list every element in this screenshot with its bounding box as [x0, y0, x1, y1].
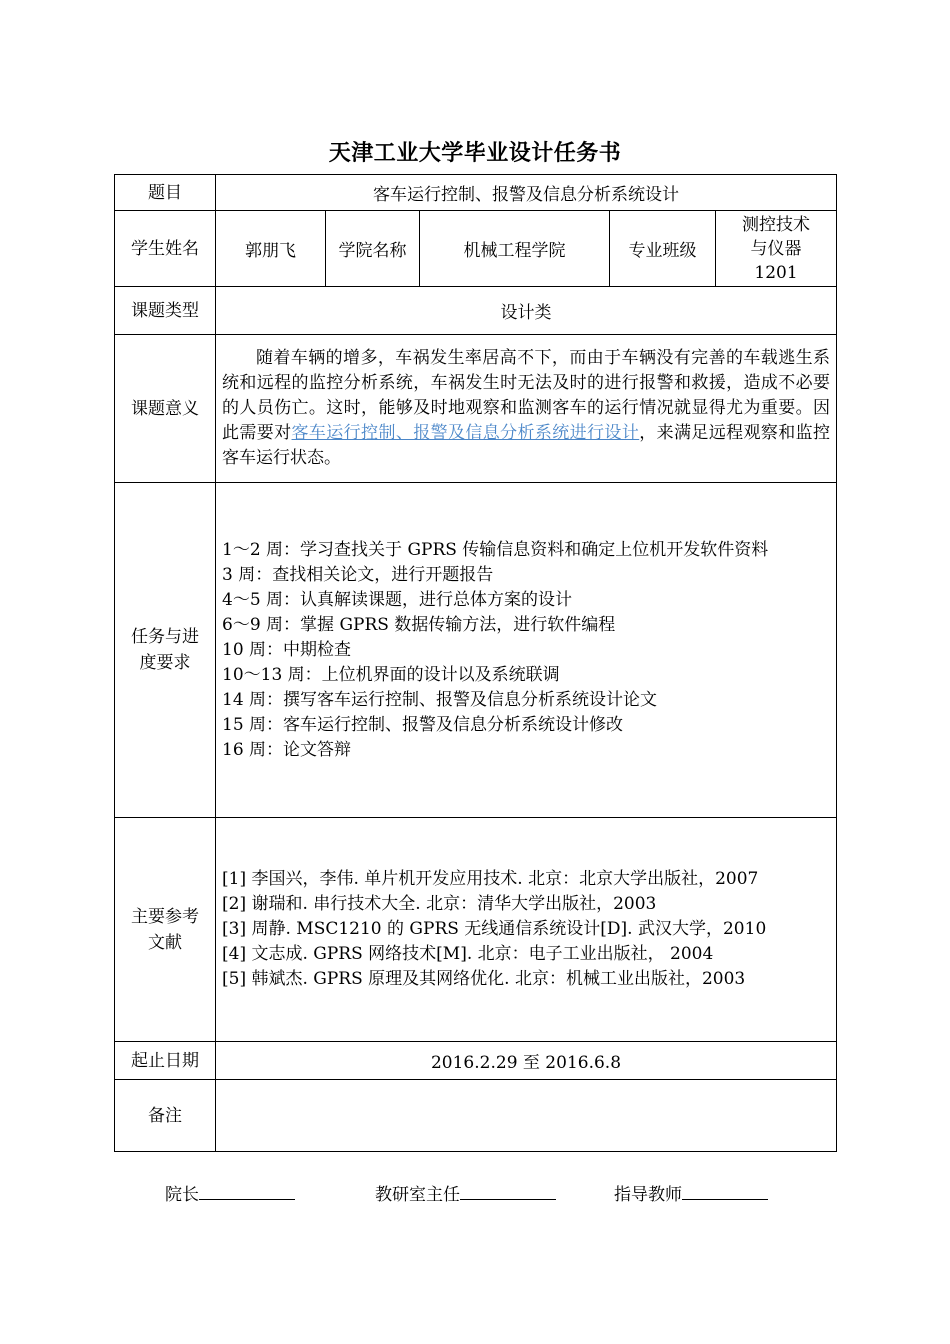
page-title: 天津工业大学毕业设计任务书: [328, 141, 622, 166]
remarks-value: [216, 1080, 837, 1152]
tasks-list: [216, 483, 837, 818]
task-item: 3 周：查找相关论文，进行开题报告: [222, 564, 494, 585]
college-value: 机械工程学院: [420, 211, 610, 287]
significance-text-end: ，来满足远程观察和监控客车运行状态。: [222, 423, 831, 468]
major-class-label: 专业班级: [610, 211, 716, 287]
references-label: [115, 818, 216, 1042]
reference-item: [4] 文志成. GPRS 网络技术[M]. 北京：电子工业出版社， 2004: [222, 944, 714, 964]
dates-value: 2016.2.29 至 2016.6.8: [216, 1042, 837, 1080]
significance-text-main: 随着车辆的增多，车祸发生率居高不下，而由于车辆没有完善的车载逃生系统和远程的监控分析系统，车祸发生时无法及时的进行报警和救援，造成不必要的人员伤亡。这时，能够及时地观察和监测客车的运行情况就显得尤为重要。因此需要对: [222, 348, 831, 443]
student-name-value: 郭朋飞: [216, 211, 326, 287]
major-class-value: [716, 211, 837, 287]
task-form-table: [114, 174, 837, 1152]
topic-type-value: 设计类: [216, 287, 837, 335]
row-topic: [115, 175, 837, 211]
task-item: 1～2 周：学习查找关于 GPRS 传输信息资料和确定上位机开发软件资料: [222, 539, 769, 560]
row-references: [115, 818, 837, 1042]
reference-item: [3] 周静. MSC1210 的 GPRS 无线通信系统设计[D]. 武汉大学，2010: [222, 919, 767, 939]
tasks-label: [115, 483, 216, 818]
advisor-label: 指导教师: [614, 1185, 682, 1205]
row-tasks: [115, 483, 837, 818]
row-topic-type: [115, 287, 837, 335]
row-student: [115, 211, 837, 287]
row-dates: [115, 1042, 837, 1080]
reference-item: [5] 韩斌杰. GPRS 原理及其网络优化. 北京：机械工业出版社，2003: [222, 969, 746, 989]
tasks-label-line-2: 度要求: [139, 653, 191, 673]
significance-text: [216, 335, 837, 483]
remarks-label: 备注: [115, 1080, 216, 1152]
director-signature-line: [460, 1181, 556, 1200]
reference-item: [2] 谢瑞和. 串行技术大全. 北京：清华大学出版社，2003: [222, 894, 657, 914]
dean-signature-line: [199, 1181, 295, 1200]
task-item: 6～9 周：掌握 GPRS 数据传输方法，进行软件编程: [222, 614, 616, 635]
task-item: 15 周：客车运行控制、报警及信息分析系统设计修改: [222, 714, 624, 735]
major-class-line-1: 测控技术: [742, 214, 810, 235]
reference-item: [1] 李国兴，李伟. 单片机开发应用技术. 北京：北京大学出版社，2007: [222, 869, 759, 889]
dean-label: 院长: [165, 1185, 199, 1205]
dates-label: 起止日期: [115, 1042, 216, 1080]
task-item: 10～13 周：上位机界面的设计以及系统联调: [222, 664, 560, 685]
director-label: 教研室主任: [375, 1185, 460, 1205]
director-signature: [375, 1180, 556, 1205]
topic-type-label: 课题类型: [115, 287, 216, 335]
references-label-line-2: 文献: [148, 932, 182, 953]
references-list: [216, 818, 837, 1042]
major-class-line-3: 1201: [754, 262, 798, 283]
task-item: 14 周：撰写客车运行控制、报警及信息分析系统设计论文: [222, 689, 658, 710]
advisor-signature: [614, 1180, 768, 1205]
row-significance: [115, 335, 837, 483]
topic-value: 客车运行控制、报警及信息分析系统设计: [216, 175, 837, 211]
references-label-line-1: 主要参考: [131, 906, 199, 927]
tasks-label-line-1: 任务与进: [131, 627, 199, 647]
student-name-label: 学生姓名: [115, 211, 216, 287]
task-item: 10 周：中期检查: [222, 639, 352, 660]
college-label: 学院名称: [326, 211, 420, 287]
significance-link[interactable]: 客车运行控制、报警及信息分析系统进行设计: [291, 423, 640, 443]
topic-label: 题目: [115, 175, 216, 211]
row-remarks: [115, 1080, 837, 1152]
major-class-line-2: 与仪器: [750, 238, 802, 259]
task-item: 16 周：论文答辩: [222, 739, 352, 760]
dean-signature: [165, 1180, 295, 1205]
advisor-signature-line: [682, 1181, 768, 1200]
significance-label: 课题意义: [115, 335, 216, 483]
task-item: 4～5 周：认真解读课题，进行总体方案的设计: [222, 589, 573, 610]
